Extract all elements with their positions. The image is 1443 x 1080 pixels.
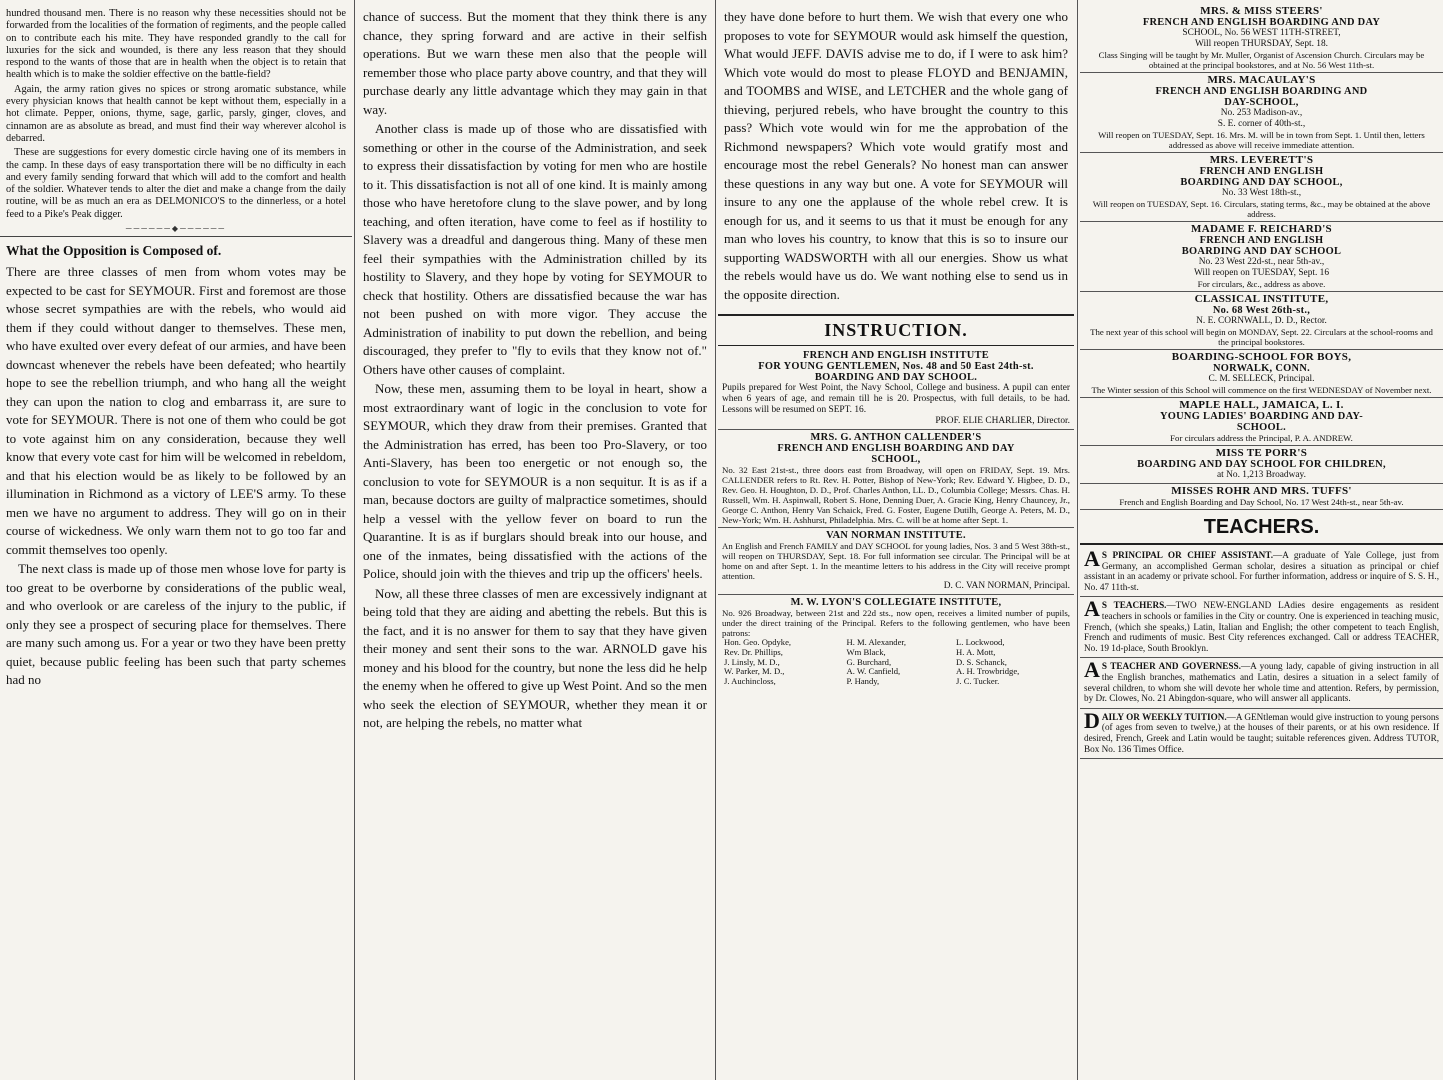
ad-subtitle: No. 33 West 18th-st.,: [1221, 188, 1302, 198]
paragraph: The next class is made up of those men whose love for party is too great to be overborne by considerations of the public weal, and who overlook or are careless of the injury to the public, if only they see a prospect of securing place for themselves. There are many such among us. For a year or two they have been pretty quiet, because public feeling has been such that party schemes had no: [6, 561, 346, 688]
ad-subtitle: YOUNG LADIES' BOARDING AND DAY-: [1159, 411, 1364, 422]
paragraph: hundred thousand men. There is no reason why these necessities should not be forwarded from the localities of the formation of regiments, and the people called on to contribute each his mite. They have responded grandly to the call for luxuries for the sick and wounded, is there any less reason that they should respond to the wants of those that are in health when the object is to retain that health which is to make the soldier effective on the battle-field?: [6, 8, 346, 81]
ad-body: Will reopen on TUESDAY, Sept. 16. Mrs. M. will be in town from Sept. 1. Until then, letters addressed as above will receive immediate attention.: [1098, 130, 1425, 150]
advertisement: [1080, 350, 1443, 398]
school-ads: [1080, 0, 1443, 510]
ad-subtitle: FRENCH AND ENGLISH BOARDING AND DAY: [777, 443, 1015, 454]
ad-subtitle: FRENCH AND ENGLISH: [1199, 166, 1324, 177]
advertisement: [1080, 398, 1443, 446]
column-2: [357, 0, 713, 1080]
ad-lead: S TEACHERS.: [1101, 600, 1167, 611]
paragraph: Another class is made up of those who are dissatisfied with something or other in the course of the Administration, and seek to express their dissatisfaction by voting for men who are hostile to it. This dissatisfaction is not all of one kind. It is mainly among those who have heretofore clung to the slave power, and by long teaching, and often iteration, have come to feel as if hostility to Slavery was a dreadful and dangerous thing. Many of these men feel their sympathies with the Administration chilled by its hostility to Slavery, and they hope by voting for SEYMOUR to check that hostility. Others are dissatisfied because the war has not been pushed on with more vigor. They accuse the Administration of inability to put down the rebellion, and being discouraged, they prefer to "fly to evils that they know not of." Others have other causes of complaint.: [363, 121, 707, 377]
column-1: [0, 0, 352, 1080]
advertisement: [718, 430, 1074, 528]
ad-body: French and English Boarding and Day School, No. 17 West 24th-st., near 5th-av.: [1119, 497, 1404, 507]
ad-body: For circulars, &c., address as above.: [1197, 279, 1326, 289]
paragraph: These are suggestions for every domestic circle having one of its members in the camp. In these days of easy transportation there will be no difficulty in each and every family sending forward that which will add to the comfort and health of the soldier. Whatever tends to alter the diet and make a change from the daily routine, will be as much an era as DELMONICO'S to the dinnerless, or a hotel feed to a Pike's Peak digger.: [6, 147, 346, 220]
advertisement: [1080, 222, 1443, 292]
ad-subtitle: No. 68 West 26th-st.,: [1212, 305, 1311, 316]
paragraph: chance of success. But the moment that they think there is any chance, they spring forward and are active in their selfish operations. But we warn these men also that the people will remember those who place party above country, and that they will purchase dearly any little advantage which they may gain in that way.: [363, 9, 707, 117]
ad-body: The next year of this school will begin on MONDAY, Sept. 22. Circulars at the school-rooms and the principal bookstores.: [1090, 327, 1433, 347]
ad-body: No. 926 Broadway, between 21st and 22d sts., now open, receives a limited number of pupils, under the direct training of the Principal. Refers to the following gentlemen, who have been patrons:: [722, 608, 1070, 638]
ad-body: —A young lady, capable of giving instruction in all the English branches, mathematics and Latin, desires a situation in a select family of several children, to whom she will devote her whole time and attention. Refers, by permission, by Dr. Clowes, No. 21 Abingdon-square, who will answer all applicants.: [1084, 661, 1439, 704]
ad-title: MRS. G. ANTHON CALLENDER'S: [810, 432, 982, 443]
ad-lead: S TEACHER AND GOVERNESS.: [1101, 661, 1241, 672]
table-row: Hon. Geo. Opdyke, H. M. Alexander, L. Lockwood,: [724, 637, 1005, 647]
section-title: INSTRUCTION.: [718, 314, 1074, 346]
ad-title: MRS. MACAULAY'S: [1207, 74, 1316, 86]
ad-subtitle: SCHOOL,: [871, 454, 921, 465]
ad-subtitle: BOARDING AND DAY SCHOOL: [1181, 246, 1342, 257]
ad-title: VAN NORMAN INSTITUTE.: [826, 530, 966, 541]
ad-subtitle: at No. 1,213 Broadway.: [1217, 470, 1306, 480]
ad-subtitle: N. E. CORNWALL, D. D., Rector.: [1196, 316, 1327, 326]
advertisement: [718, 348, 1074, 430]
ad-body: No. 32 East 21st-st., three doors east from Broadway, will open on FRIDAY, Sept. 19. Mrs. CALLENDER refers to Rt. Rev. H. Potter, Bishop of New-York; Rev. Edward Y. Higbee, D. D., Rev. Geo. H. Houghton, D. D., Prof. Charles Anthon, LL. D., Columbia College; Messrs. Chas. H. Russell, Wm. H. Aspinwall, Robert S. Hone, Denning Duer, A. Gracie King, Henry Chauncey, Jr., George C. Anthon, Henry Van Schaick, Fred. G. Foster, Eugene Dutilh, George A. Peters, M. D., New-York; Wm. H. Ashhurst, Philadelphia. Mrs. C. will be at home after Sept. 1.: [722, 465, 1070, 525]
ad-signature: D. C. VAN NORMAN, Principal.: [943, 581, 1070, 591]
ad-title: MISS TE PORR'S: [1215, 447, 1308, 459]
ad-title: BOARDING-SCHOOL FOR BOYS,: [1171, 351, 1352, 363]
ad-body: —A GENtleman would give instruction to young persons (of ages from seven to twelve,) at the houses of their parents, or at his own residence. If desired, French, Greek and Latin would be taught; suitable references given. Address TUTOR, Box No. 136 Times Office.: [1084, 711, 1439, 754]
ad-subtitle: No. 23 West 22d-st., near 5th-av.,: [1198, 257, 1325, 267]
ad-subtitle: NORWALK, CONN.: [1212, 363, 1311, 374]
ad-lead: S PRINCIPAL OR CHIEF ASSISTANT.: [1101, 550, 1274, 560]
patron-list: [722, 638, 1070, 687]
advertisement: [718, 595, 1074, 689]
paragraph: they have done before to hurt them. We wish that every one who proposes to vote for SEYMOUR would ask himself the question, What would JEFF. DAVIS advise me to do, if I were to ask him? Which vote would do most to please FLOYD and BENJAMIN, and TOOMBS and WISE, and LETCHER and the whole gang of thieving, perjured rebels, who have brought the country to this pass? Which vote would win for me the approbation of the Richmond newspapers? Which vote would gratify most and encourage most the rebel Generals? No honest man can answer these questions in any way but one. A vote for SEYMOUR will insure to any one the applause of the whole rebel crew. It is enough for us, and it seems to us that it must be enough for any man who loves his country, to know that this is so to insure our supporting WADSWORTH with all our energies. Show us what the rebels would have us do. We want nothing else to send us in the opposite direction.: [724, 9, 1068, 302]
ad-subtitle: FRENCH AND ENGLISH: [1199, 235, 1324, 246]
drop-cap: A: [1084, 657, 1100, 683]
advertisement: [718, 528, 1074, 595]
ad-body: Class Singing will be taught by Mr. Muller, Organist of Ascension Church. Circulars may be obtained at the principal bookstores, and at No. 56 West 11th-st.: [1098, 50, 1425, 70]
article-heading: What the Opposition is Composed of.: [6, 243, 222, 259]
drop-cap: A: [1084, 596, 1100, 622]
ad-subtitle: Will reopen THURSDAY, Sept. 18.: [1194, 39, 1329, 49]
ad-lead: AILY OR WEEKLY TUITION.: [1101, 711, 1227, 722]
ad-title: MRS. & MISS STEERS': [1200, 5, 1323, 17]
ad-subtitle: DAY-SCHOOL,: [1224, 97, 1299, 108]
column-4: [1080, 0, 1443, 1080]
ad-title: MISSES ROHR AND MRS. TUFFS': [1171, 485, 1352, 497]
advertisement: [1080, 292, 1443, 350]
ad-subtitle: SCHOOL.: [1236, 422, 1287, 433]
ad-body: —A graduate of Yale College, just from Germany, an accomplished German scholar, desires a situation as principal or chief assistant in an academy or private school. For further information, address or inquire of S. S. H., No. 47 11th-st.: [1084, 550, 1439, 592]
ad-subtitle: BOARDING AND DAY SCHOOL.: [814, 372, 978, 383]
advertisement: [1080, 4, 1443, 73]
ad-body: An English and French FAMILY and DAY SCHOOL for young ladies, Nos. 3 and 5 West 38th-st., will reopen on THURSDAY, Sept. 18. For full information see circular. The Principal will be at home on and after Sept. 1. In the meantime letters to his address in the City will receive prompt attention.: [722, 541, 1070, 581]
table-row: J. Auchincloss, P. Handy, J. C. Tucker.: [724, 676, 1000, 687]
divider: [0, 236, 352, 237]
ad-subtitle: No. 253 Madison-av.,: [1220, 108, 1303, 118]
advertisement: [1080, 484, 1443, 510]
table-row: W. Parker, M. D., A. W. Canfield, A. H. Trowbridge,: [724, 666, 1020, 677]
ad-body: Pupils prepared for West Point, the Navy School, College and business. A pupil can enter when 6 years of age, and remain till he is 20. Prospectus, with full details, to be had. Lessons will be resumed on SEPT. 16.: [722, 383, 1070, 415]
paragraph: There are three classes of men from whom votes may be expected to be cast for SEYMOUR. First and foremost are those whose secret sympathies are with the rebels, who would aid them if they could without danger to themselves. These men, who have exulted over every defeat of our armies, and have been downcast whenever the rebels have been defeated; who heartily hope to see the rebellion triumph, and who hang all the weight they can upon the nation to clog and embarrass it, are sure to vote for SEYMOUR. There is not one of them who could be got to vote against him on any consideration, because they well know that every vote cast for him will be welcomed in rebeldom, and that his election would be as likely to be followed by an illumination in Richmond as a victory of LEE'S army. To these men we have no argument to address. They will go on in their course of wickedness. We only warn them not to go too far and commit themselves too openly.: [6, 264, 346, 557]
section-divider: ──────◆──────: [125, 224, 227, 234]
teacher-ads: [1080, 547, 1443, 759]
paragraph: Now, all these three classes of men are excessively indignant at being told that they are aiding and abetting the rebels. But this is the fact, and it is no answer for them to say that they have given their money and sent their sons to the war. ARNOLD gave his money and his blood for the country, but none the less did he help the enemy when he offered to give up West Point. And so the men who seek the election of SEYMOUR, whether they mean it or not, are helping the rebels, no matter what: [363, 585, 707, 730]
ad-signature: PROF. ELIE CHARLIER, Director.: [935, 416, 1070, 426]
ad-subtitle: Will reopen on TUESDAY, Sept. 16: [1193, 268, 1330, 278]
ad-subtitle: C. M. SELLECK, Principal.: [1208, 374, 1315, 384]
classified-ad: [1080, 658, 1443, 708]
table-row: Rev. Dr. Phillips, Wm Black, H. A. Mott,: [724, 646, 996, 657]
ad-title: MAPLE HALL, JAMAICA, L. I.: [1179, 399, 1344, 411]
ad-subtitle: FRENCH AND ENGLISH BOARDING AND: [1155, 86, 1368, 97]
column-3: [718, 0, 1074, 1080]
ad-subtitle: FRENCH AND ENGLISH BOARDING AND DAY: [1142, 17, 1381, 28]
ad-title: MRS. LEVERETT'S: [1209, 154, 1314, 166]
classified-ad: [1080, 547, 1443, 597]
ad-subtitle: FOR YOUNG GENTLEMEN, Nos. 48 and 50 East 24th-st.: [758, 361, 1034, 372]
ad-subtitle: SCHOOL, No. 56 WEST 11TH-STREET,: [1182, 28, 1341, 38]
ad-title: CLASSICAL INSTITUTE,: [1194, 293, 1329, 305]
classified-ad: [1080, 709, 1443, 759]
ad-title: FRENCH AND ENGLISH INSTITUTE: [803, 350, 989, 361]
ad-body: —TWO NEW-ENGLAND LAdies desire engagements as resident teachers in schools or families in the City or country. One is experienced in teaching music, French, (which she speaks,) Latin, Italian and English; the other competent to teach English, French and rudiments of music. Best City references exchanged. Call or address TEACHER, No. 19 1d-place, South Brooklyn.: [1084, 600, 1439, 653]
ad-title: MADAME F. REICHARD'S: [1191, 223, 1332, 235]
classified-ad: [1080, 597, 1443, 658]
drop-cap: A: [1084, 546, 1100, 571]
drop-cap: D: [1084, 707, 1100, 733]
ad-body: The Winter session of this School will commence on the first WEDNESDAY of November next.: [1091, 385, 1432, 395]
advertisement: [1080, 446, 1443, 484]
ad-body: For circulars address the Principal, P. A. ANDREW.: [1170, 433, 1353, 443]
advertisement: [1080, 73, 1443, 153]
ad-subtitle: S. E. corner of 40th-st.,: [1217, 119, 1306, 129]
advertisement: [1080, 153, 1443, 222]
ad-body: Will reopen on TUESDAY, Sept. 16. Circulars, stating terms, &c., may be obtained at the above address.: [1092, 199, 1431, 219]
column-rule: [1077, 0, 1078, 1080]
ad-subtitle: BOARDING AND DAY SCHOOL FOR CHILDREN,: [1137, 459, 1386, 470]
column-rule: [715, 0, 716, 1080]
divider: [1080, 543, 1443, 545]
paragraph: Now, these men, assuming them to be loyal in heart, show a most extraordinary want of logic in the conclusion to vote for SEYMOUR, which they draw from their premises. Granted that the Administration has erred, has been too Pro-Slavery, or too Anti-Slavery, has been too energetic or not enough so, the conclusion to vote for SEYMOUR is a non sequitur. It is as if a man, because doctors are guilty of malpractice sometimes, should help a vessel with the yellow fever on board to run the Quarantine. It is as if burglars should break into our house, and one of the inmates, being dissatisfied with the actions of the Police, should join with the thieves and trip up the officers' heels.: [363, 381, 707, 581]
paragraph: Again, the army ration gives no spices or strong aromatic substance, while every physician knows that health cannot be kept without them, especially in a hot climate. Pepper, onions, thyme, sage, garlic, parsly, ginger, cloves, and cinnamon are as absolute as bread, and must find their way wherever alcohol is debarred.: [6, 83, 346, 144]
section-title: TEACHERS.: [1203, 516, 1320, 538]
ad-title: M. W. LYON'S COLLEGIATE INSTITUTE,: [790, 597, 1002, 608]
ad-subtitle: BOARDING AND DAY SCHOOL,: [1180, 177, 1343, 188]
table-row: J. Linsly, M. D., G. Burchard, D. S. Schanck,: [724, 656, 1007, 667]
column-rule: [354, 0, 355, 1080]
